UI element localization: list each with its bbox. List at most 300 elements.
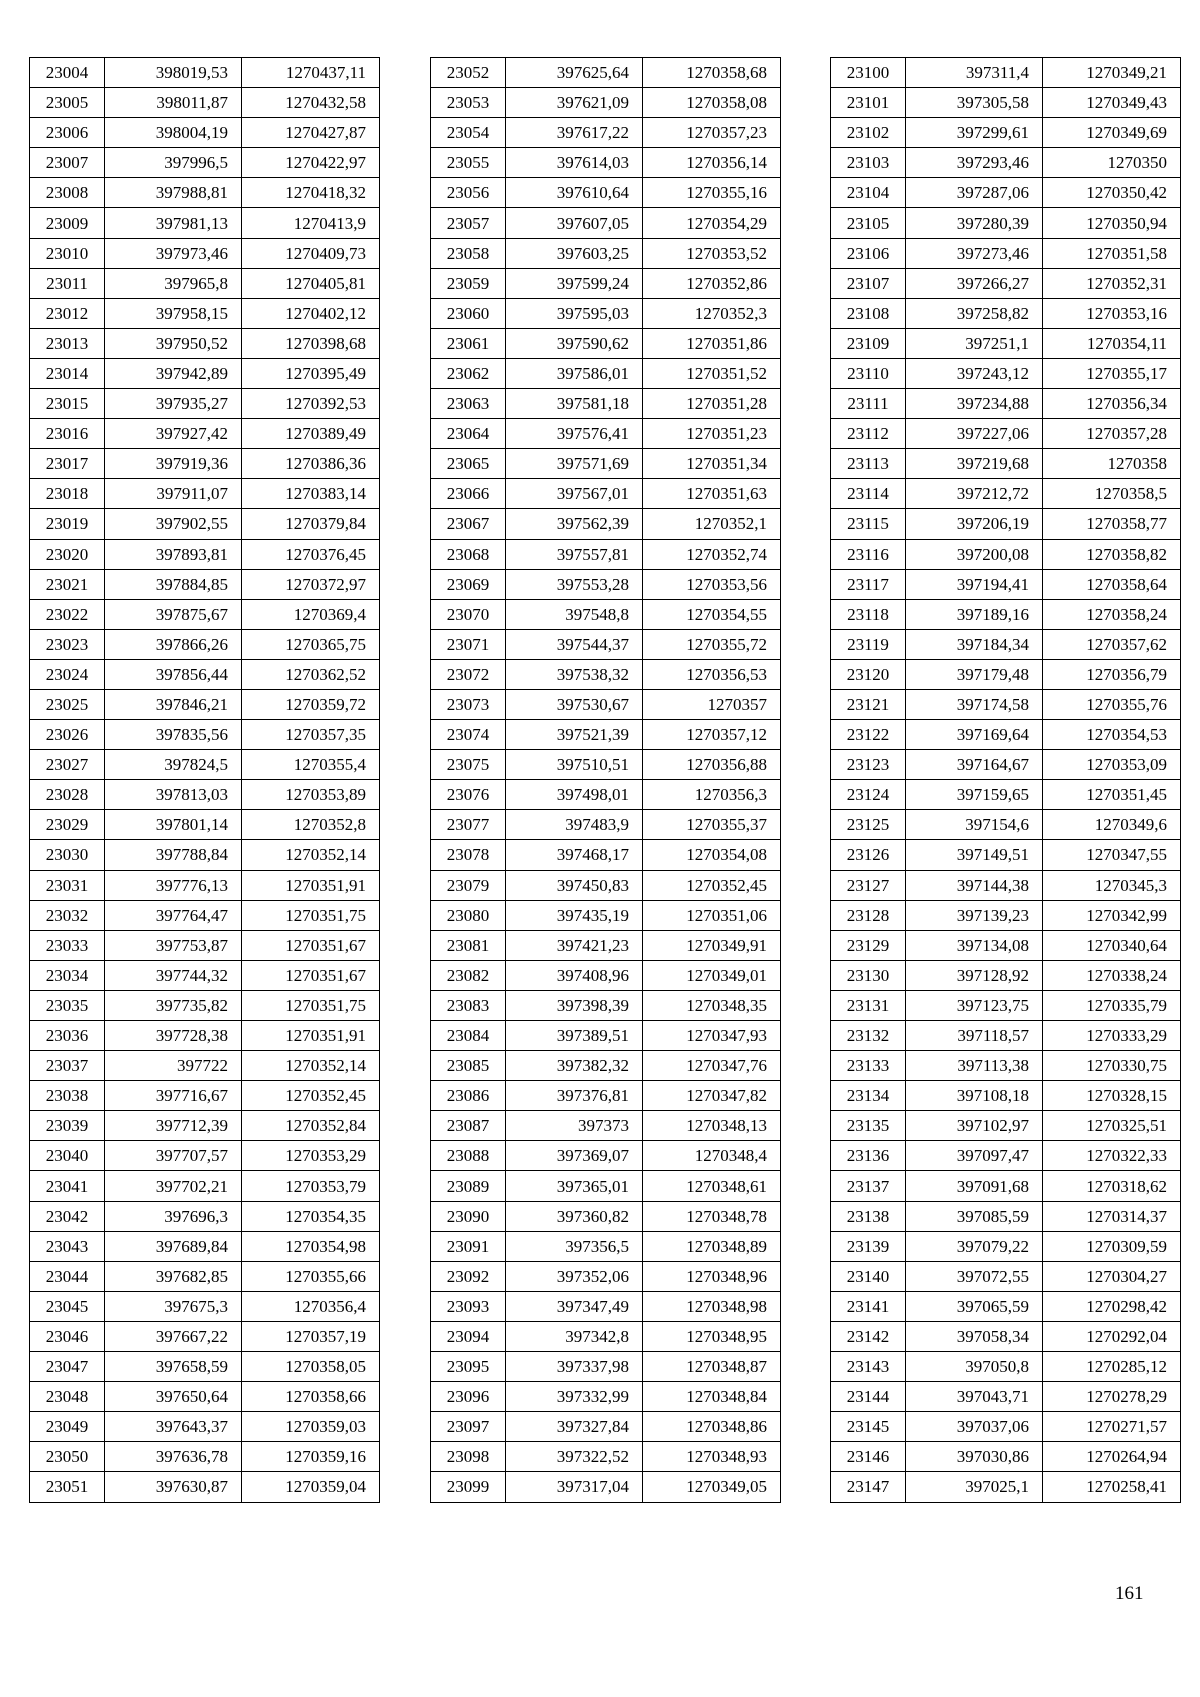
y-coordinate-cell: 1270358,82 xyxy=(1043,539,1181,569)
point-id-cell: 23143 xyxy=(831,1352,906,1382)
point-id-cell: 23101 xyxy=(831,88,906,118)
y-coordinate-cell: 1270333,29 xyxy=(1043,1021,1181,1051)
table-row xyxy=(30,1352,380,1382)
table-row xyxy=(30,449,380,479)
y-coordinate-cell: 1270355,4 xyxy=(242,750,380,780)
y-coordinate-cell: 1270352,45 xyxy=(643,870,781,900)
y-coordinate-cell: 1270358,5 xyxy=(1043,479,1181,509)
point-id-cell: 23005 xyxy=(30,88,105,118)
y-coordinate-cell: 1270357,62 xyxy=(1043,629,1181,659)
y-coordinate-cell: 1270352,31 xyxy=(1043,268,1181,298)
table-row xyxy=(431,810,781,840)
y-coordinate-cell: 1270351,28 xyxy=(643,389,781,419)
point-id-cell: 23018 xyxy=(30,479,105,509)
x-coordinate-cell: 397258,82 xyxy=(906,298,1043,328)
x-coordinate-cell: 397200,08 xyxy=(906,539,1043,569)
y-coordinate-cell: 1270351,06 xyxy=(643,900,781,930)
y-coordinate-cell: 1270355,37 xyxy=(643,810,781,840)
y-coordinate-cell: 1270351,58 xyxy=(1043,238,1181,268)
point-id-cell: 23077 xyxy=(431,810,506,840)
point-id-cell: 23008 xyxy=(30,178,105,208)
table-row xyxy=(431,780,781,810)
table-row xyxy=(831,569,1181,599)
x-coordinate-cell: 397293,46 xyxy=(906,148,1043,178)
table-row xyxy=(30,659,380,689)
point-id-cell: 23122 xyxy=(831,720,906,750)
table-row xyxy=(30,900,380,930)
table-row xyxy=(431,1352,781,1382)
y-coordinate-cell: 1270352,14 xyxy=(242,1051,380,1081)
x-coordinate-cell: 397973,46 xyxy=(105,238,242,268)
point-id-cell: 23118 xyxy=(831,599,906,629)
point-id-cell: 23129 xyxy=(831,930,906,960)
x-coordinate-cell: 397365,01 xyxy=(506,1171,643,1201)
point-id-cell: 23036 xyxy=(30,1021,105,1051)
point-id-cell: 23147 xyxy=(831,1472,906,1502)
table-row xyxy=(30,720,380,750)
y-coordinate-cell: 1270345,3 xyxy=(1043,870,1181,900)
x-coordinate-cell: 397382,32 xyxy=(506,1051,643,1081)
table-row xyxy=(831,960,1181,990)
table-row xyxy=(831,1021,1181,1051)
y-coordinate-cell: 1270347,82 xyxy=(643,1081,781,1111)
y-coordinate-cell: 1270358,08 xyxy=(643,88,781,118)
x-coordinate-cell: 397636,78 xyxy=(105,1442,242,1472)
y-coordinate-cell: 1270356,53 xyxy=(643,659,781,689)
table-row xyxy=(30,1442,380,1472)
point-id-cell: 23144 xyxy=(831,1382,906,1412)
x-coordinate-cell: 397846,21 xyxy=(105,689,242,719)
table-row xyxy=(431,208,781,238)
table-row xyxy=(30,870,380,900)
table-row xyxy=(831,1412,1181,1442)
table-row xyxy=(431,268,781,298)
x-coordinate-cell: 397468,17 xyxy=(506,840,643,870)
y-coordinate-cell: 1270372,97 xyxy=(242,569,380,599)
table-row xyxy=(831,840,1181,870)
table-row xyxy=(831,298,1181,328)
point-id-cell: 23093 xyxy=(431,1291,506,1321)
x-coordinate-cell: 397988,81 xyxy=(105,178,242,208)
x-coordinate-cell: 397735,82 xyxy=(105,990,242,1020)
y-coordinate-cell: 1270352,84 xyxy=(242,1111,380,1141)
table-row xyxy=(831,449,1181,479)
table-row xyxy=(831,238,1181,268)
table-row xyxy=(431,449,781,479)
point-id-cell: 23124 xyxy=(831,780,906,810)
table-row xyxy=(431,358,781,388)
table-row xyxy=(30,1171,380,1201)
x-coordinate-cell: 397835,56 xyxy=(105,720,242,750)
x-coordinate-cell: 397408,96 xyxy=(506,960,643,990)
table-row xyxy=(30,930,380,960)
point-id-cell: 23027 xyxy=(30,750,105,780)
y-coordinate-cell: 1270354,53 xyxy=(1043,720,1181,750)
y-coordinate-cell: 1270348,61 xyxy=(643,1171,781,1201)
y-coordinate-cell: 1270357,28 xyxy=(1043,419,1181,449)
point-id-cell: 23106 xyxy=(831,238,906,268)
y-coordinate-cell: 1270355,66 xyxy=(242,1261,380,1291)
x-coordinate-cell: 397179,48 xyxy=(906,659,1043,689)
point-id-cell: 23073 xyxy=(431,689,506,719)
y-coordinate-cell: 1270309,59 xyxy=(1043,1231,1181,1261)
x-coordinate-cell: 397935,27 xyxy=(105,389,242,419)
y-coordinate-cell: 1270359,04 xyxy=(242,1472,380,1502)
x-coordinate-cell: 397234,88 xyxy=(906,389,1043,419)
y-coordinate-cell: 1270330,75 xyxy=(1043,1051,1181,1081)
x-coordinate-cell: 397065,59 xyxy=(906,1291,1043,1321)
y-coordinate-cell: 1270352,74 xyxy=(643,539,781,569)
y-coordinate-cell: 1270352,14 xyxy=(242,840,380,870)
table-row xyxy=(30,328,380,358)
point-id-cell: 23013 xyxy=(30,328,105,358)
y-coordinate-cell: 1270356,88 xyxy=(643,750,781,780)
point-id-cell: 23081 xyxy=(431,930,506,960)
y-coordinate-cell: 1270353,16 xyxy=(1043,298,1181,328)
y-coordinate-cell: 1270354,98 xyxy=(242,1231,380,1261)
point-id-cell: 23049 xyxy=(30,1412,105,1442)
table-row xyxy=(831,1171,1181,1201)
table-row xyxy=(431,1111,781,1141)
x-coordinate-cell: 397562,39 xyxy=(506,509,643,539)
table-row xyxy=(30,810,380,840)
point-id-cell: 23119 xyxy=(831,629,906,659)
x-coordinate-cell: 397287,06 xyxy=(906,178,1043,208)
x-coordinate-cell: 397764,47 xyxy=(105,900,242,930)
y-coordinate-cell: 1270437,11 xyxy=(242,58,380,88)
y-coordinate-cell: 1270369,4 xyxy=(242,599,380,629)
table-row xyxy=(431,1051,781,1081)
table-row xyxy=(30,689,380,719)
x-coordinate-cell: 397599,24 xyxy=(506,268,643,298)
point-id-cell: 23007 xyxy=(30,148,105,178)
x-coordinate-cell: 397227,06 xyxy=(906,419,1043,449)
table-row xyxy=(431,1231,781,1261)
table-row xyxy=(431,960,781,990)
x-coordinate-cell: 397884,85 xyxy=(105,569,242,599)
point-id-cell: 23045 xyxy=(30,1291,105,1321)
y-coordinate-cell: 1270357,19 xyxy=(242,1321,380,1351)
table-row xyxy=(831,1111,1181,1141)
x-coordinate-cell: 397586,01 xyxy=(506,358,643,388)
y-coordinate-cell: 1270348,87 xyxy=(643,1352,781,1382)
x-coordinate-cell: 397369,07 xyxy=(506,1141,643,1171)
point-id-cell: 23029 xyxy=(30,810,105,840)
point-id-cell: 23020 xyxy=(30,539,105,569)
x-coordinate-cell: 397557,81 xyxy=(506,539,643,569)
page-number: 161 xyxy=(1115,1583,1144,1604)
x-coordinate-cell: 397128,92 xyxy=(906,960,1043,990)
x-coordinate-cell: 397219,68 xyxy=(906,449,1043,479)
x-coordinate-cell: 397212,72 xyxy=(906,479,1043,509)
table-row xyxy=(30,208,380,238)
y-coordinate-cell: 1270342,99 xyxy=(1043,900,1181,930)
table-row xyxy=(831,419,1181,449)
table-row xyxy=(431,659,781,689)
table-row xyxy=(831,1201,1181,1231)
x-coordinate-cell: 397590,62 xyxy=(506,328,643,358)
x-coordinate-cell: 397958,15 xyxy=(105,298,242,328)
point-id-cell: 23057 xyxy=(431,208,506,238)
y-coordinate-cell: 1270351,75 xyxy=(242,900,380,930)
table-row xyxy=(831,58,1181,88)
y-coordinate-cell: 1270357 xyxy=(643,689,781,719)
point-id-cell: 23043 xyxy=(30,1231,105,1261)
point-id-cell: 23126 xyxy=(831,840,906,870)
x-coordinate-cell: 397753,87 xyxy=(105,930,242,960)
point-id-cell: 23088 xyxy=(431,1141,506,1171)
y-coordinate-cell: 1270359,72 xyxy=(242,689,380,719)
x-coordinate-cell: 397174,58 xyxy=(906,689,1043,719)
point-id-cell: 23123 xyxy=(831,750,906,780)
point-id-cell: 23105 xyxy=(831,208,906,238)
y-coordinate-cell: 1270352,8 xyxy=(242,810,380,840)
point-id-cell: 23064 xyxy=(431,419,506,449)
x-coordinate-cell: 397696,3 xyxy=(105,1201,242,1231)
x-coordinate-cell: 397866,26 xyxy=(105,629,242,659)
table-row xyxy=(30,389,380,419)
y-coordinate-cell: 1270352,3 xyxy=(643,298,781,328)
point-id-cell: 23132 xyxy=(831,1021,906,1051)
point-id-cell: 23140 xyxy=(831,1261,906,1291)
y-coordinate-cell: 1270356,34 xyxy=(1043,389,1181,419)
point-id-cell: 23127 xyxy=(831,870,906,900)
y-coordinate-cell: 1270348,84 xyxy=(643,1382,781,1412)
point-id-cell: 23117 xyxy=(831,569,906,599)
x-coordinate-cell: 397025,1 xyxy=(906,1472,1043,1502)
y-coordinate-cell: 1270353,09 xyxy=(1043,750,1181,780)
y-coordinate-cell: 1270349,05 xyxy=(643,1472,781,1502)
x-coordinate-cell: 397108,18 xyxy=(906,1081,1043,1111)
point-id-cell: 23040 xyxy=(30,1141,105,1171)
y-coordinate-cell: 1270359,03 xyxy=(242,1412,380,1442)
x-coordinate-cell: 397123,75 xyxy=(906,990,1043,1020)
x-coordinate-cell: 397337,98 xyxy=(506,1352,643,1382)
y-coordinate-cell: 1270389,49 xyxy=(242,419,380,449)
x-coordinate-cell: 397280,39 xyxy=(906,208,1043,238)
point-id-cell: 23067 xyxy=(431,509,506,539)
table-row xyxy=(30,178,380,208)
x-coordinate-cell: 397206,19 xyxy=(906,509,1043,539)
x-coordinate-cell: 397981,13 xyxy=(105,208,242,238)
y-coordinate-cell: 1270351,52 xyxy=(643,358,781,388)
table-row xyxy=(831,1472,1181,1502)
x-coordinate-cell: 397603,25 xyxy=(506,238,643,268)
y-coordinate-cell: 1270356,14 xyxy=(643,148,781,178)
y-coordinate-cell: 1270362,52 xyxy=(242,659,380,689)
y-coordinate-cell: 1270292,04 xyxy=(1043,1321,1181,1351)
table-row xyxy=(831,780,1181,810)
x-coordinate-cell: 397581,18 xyxy=(506,389,643,419)
table-row xyxy=(431,870,781,900)
y-coordinate-cell: 1270349,01 xyxy=(643,960,781,990)
table-row xyxy=(431,689,781,719)
point-id-cell: 23120 xyxy=(831,659,906,689)
x-coordinate-cell: 397311,4 xyxy=(906,58,1043,88)
point-id-cell: 23090 xyxy=(431,1201,506,1231)
x-coordinate-cell: 397875,67 xyxy=(105,599,242,629)
table-row xyxy=(431,148,781,178)
point-id-cell: 23115 xyxy=(831,509,906,539)
table-row xyxy=(30,1051,380,1081)
point-id-cell: 23113 xyxy=(831,449,906,479)
y-coordinate-cell: 1270358,68 xyxy=(643,58,781,88)
table-row xyxy=(831,1081,1181,1111)
table-row xyxy=(30,1412,380,1442)
point-id-cell: 23069 xyxy=(431,569,506,599)
table-row xyxy=(30,509,380,539)
x-coordinate-cell: 397548,8 xyxy=(506,599,643,629)
point-id-cell: 23016 xyxy=(30,419,105,449)
table-row xyxy=(831,539,1181,569)
table-row xyxy=(30,148,380,178)
y-coordinate-cell: 1270347,76 xyxy=(643,1051,781,1081)
y-coordinate-cell: 1270348,89 xyxy=(643,1231,781,1261)
y-coordinate-cell: 1270349,91 xyxy=(643,930,781,960)
point-id-cell: 23014 xyxy=(30,358,105,388)
y-coordinate-cell: 1270353,56 xyxy=(643,569,781,599)
y-coordinate-cell: 1270398,68 xyxy=(242,328,380,358)
y-coordinate-cell: 1270353,29 xyxy=(242,1141,380,1171)
point-id-cell: 23114 xyxy=(831,479,906,509)
table-row xyxy=(30,1291,380,1321)
y-coordinate-cell: 1270358,24 xyxy=(1043,599,1181,629)
point-id-cell: 23099 xyxy=(431,1472,506,1502)
table-row xyxy=(431,1321,781,1351)
table-row xyxy=(831,930,1181,960)
point-id-cell: 23092 xyxy=(431,1261,506,1291)
x-coordinate-cell: 397352,06 xyxy=(506,1261,643,1291)
table-row xyxy=(431,1201,781,1231)
point-id-cell: 23112 xyxy=(831,419,906,449)
y-coordinate-cell: 1270350 xyxy=(1043,148,1181,178)
x-coordinate-cell: 397058,34 xyxy=(906,1321,1043,1351)
point-id-cell: 23111 xyxy=(831,389,906,419)
table-row xyxy=(831,268,1181,298)
point-id-cell: 23071 xyxy=(431,629,506,659)
y-coordinate-cell: 1270322,33 xyxy=(1043,1141,1181,1171)
point-id-cell: 23035 xyxy=(30,990,105,1020)
table-row xyxy=(431,298,781,328)
x-coordinate-cell: 397134,08 xyxy=(906,930,1043,960)
table-row xyxy=(30,1201,380,1231)
x-coordinate-cell: 397113,38 xyxy=(906,1051,1043,1081)
x-coordinate-cell: 397801,14 xyxy=(105,810,242,840)
point-id-cell: 23138 xyxy=(831,1201,906,1231)
x-coordinate-cell: 397716,67 xyxy=(105,1081,242,1111)
x-coordinate-cell: 397139,23 xyxy=(906,900,1043,930)
table-row xyxy=(831,1352,1181,1382)
point-id-cell: 23082 xyxy=(431,960,506,990)
point-id-cell: 23012 xyxy=(30,298,105,328)
table-row xyxy=(30,780,380,810)
y-coordinate-cell: 1270325,51 xyxy=(1043,1111,1181,1141)
y-coordinate-cell: 1270298,42 xyxy=(1043,1291,1181,1321)
table-row xyxy=(30,750,380,780)
point-id-cell: 23076 xyxy=(431,780,506,810)
y-coordinate-cell: 1270379,84 xyxy=(242,509,380,539)
point-id-cell: 23072 xyxy=(431,659,506,689)
y-coordinate-cell: 1270392,53 xyxy=(242,389,380,419)
table-row xyxy=(831,1261,1181,1291)
table-row xyxy=(431,720,781,750)
table-row xyxy=(431,539,781,569)
table-row xyxy=(831,1321,1181,1351)
table-row xyxy=(831,659,1181,689)
y-coordinate-cell: 1270354,11 xyxy=(1043,328,1181,358)
point-id-cell: 23142 xyxy=(831,1321,906,1351)
y-coordinate-cell: 1270347,93 xyxy=(643,1021,781,1051)
point-id-cell: 23060 xyxy=(431,298,506,328)
point-id-cell: 23097 xyxy=(431,1412,506,1442)
x-coordinate-cell: 397728,38 xyxy=(105,1021,242,1051)
x-coordinate-cell: 397658,59 xyxy=(105,1352,242,1382)
y-coordinate-cell: 1270355,16 xyxy=(643,178,781,208)
point-id-cell: 23116 xyxy=(831,539,906,569)
point-id-cell: 23074 xyxy=(431,720,506,750)
table-row xyxy=(831,358,1181,388)
table-row xyxy=(30,1021,380,1051)
y-coordinate-cell: 1270395,49 xyxy=(242,358,380,388)
x-coordinate-cell: 397942,89 xyxy=(105,358,242,388)
y-coordinate-cell: 1270422,97 xyxy=(242,148,380,178)
point-id-cell: 23047 xyxy=(30,1352,105,1382)
y-coordinate-cell: 1270402,12 xyxy=(242,298,380,328)
point-id-cell: 23066 xyxy=(431,479,506,509)
point-id-cell: 23044 xyxy=(30,1261,105,1291)
x-coordinate-cell: 397510,51 xyxy=(506,750,643,780)
y-coordinate-cell: 1270335,79 xyxy=(1043,990,1181,1020)
x-coordinate-cell: 397184,34 xyxy=(906,629,1043,659)
x-coordinate-cell: 397037,06 xyxy=(906,1412,1043,1442)
x-coordinate-cell: 397911,07 xyxy=(105,479,242,509)
y-coordinate-cell: 1270353,52 xyxy=(643,238,781,268)
table-row xyxy=(431,509,781,539)
x-coordinate-cell: 397650,64 xyxy=(105,1382,242,1412)
x-coordinate-cell: 397144,38 xyxy=(906,870,1043,900)
table-row xyxy=(831,750,1181,780)
y-coordinate-cell: 1270348,96 xyxy=(643,1261,781,1291)
y-coordinate-cell: 1270355,72 xyxy=(643,629,781,659)
table-row xyxy=(431,328,781,358)
point-id-cell: 23055 xyxy=(431,148,506,178)
y-coordinate-cell: 1270351,45 xyxy=(1043,780,1181,810)
table-row xyxy=(431,900,781,930)
table-row xyxy=(831,720,1181,750)
table-row xyxy=(831,870,1181,900)
y-coordinate-cell: 1270357,12 xyxy=(643,720,781,750)
y-coordinate-cell: 1270352,86 xyxy=(643,268,781,298)
y-coordinate-cell: 1270405,81 xyxy=(242,268,380,298)
y-coordinate-cell: 1270427,87 xyxy=(242,118,380,148)
x-coordinate-cell: 397643,37 xyxy=(105,1412,242,1442)
point-id-cell: 23104 xyxy=(831,178,906,208)
x-coordinate-cell: 397450,83 xyxy=(506,870,643,900)
point-id-cell: 23141 xyxy=(831,1291,906,1321)
point-id-cell: 23004 xyxy=(30,58,105,88)
table-row xyxy=(831,1231,1181,1261)
y-coordinate-cell: 1270355,17 xyxy=(1043,358,1181,388)
x-coordinate-cell: 397079,22 xyxy=(906,1231,1043,1261)
table-row xyxy=(30,1472,380,1502)
table-row xyxy=(431,1291,781,1321)
point-id-cell: 23019 xyxy=(30,509,105,539)
x-coordinate-cell: 398011,87 xyxy=(105,88,242,118)
y-coordinate-cell: 1270349,6 xyxy=(1043,810,1181,840)
x-coordinate-cell: 397712,39 xyxy=(105,1111,242,1141)
point-id-cell: 23037 xyxy=(30,1051,105,1081)
point-id-cell: 23010 xyxy=(30,238,105,268)
